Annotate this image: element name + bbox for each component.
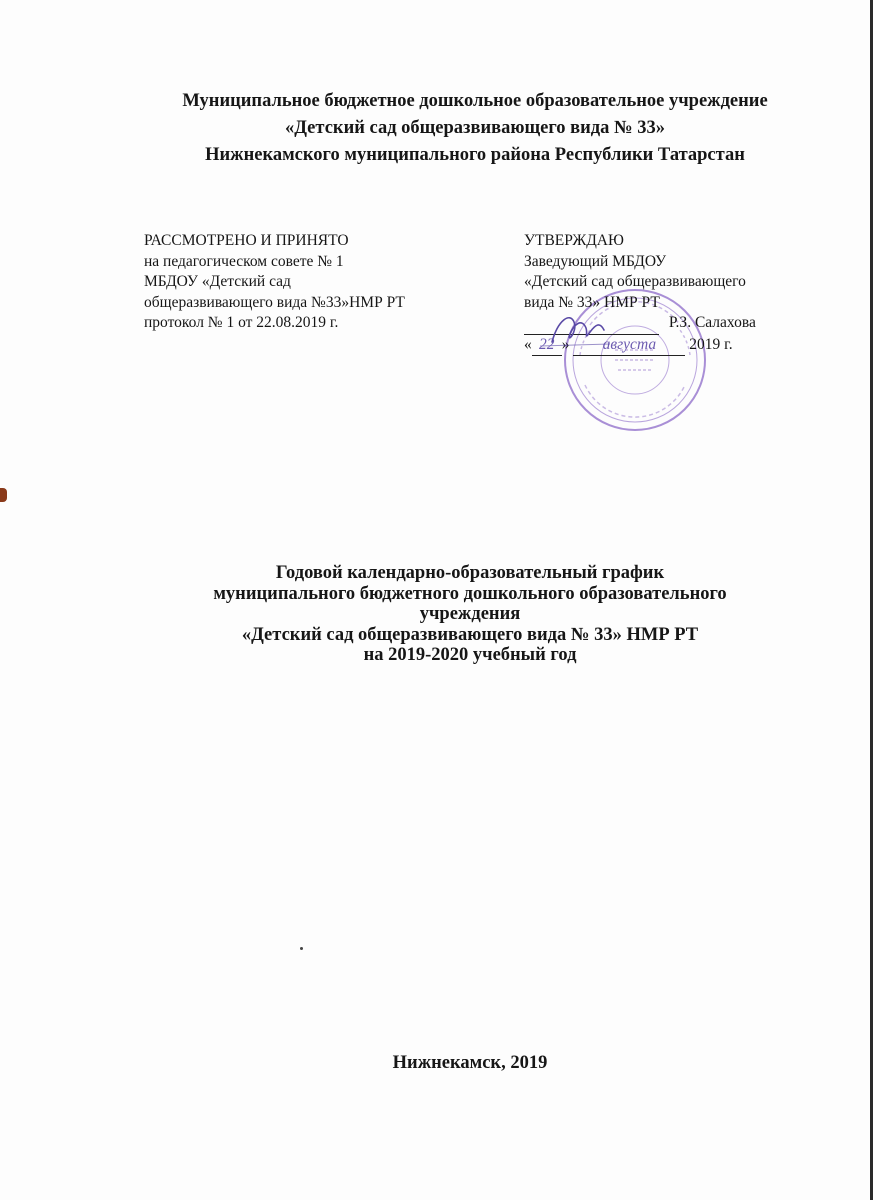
scan-mark	[0, 488, 7, 502]
considered-line-2: МБДОУ «Детский сад	[144, 273, 291, 290]
title-line-2: муниципального бюджетного дошкольного образовательного	[213, 583, 727, 604]
date-year: 2019 г.	[689, 335, 733, 353]
title-line-4: «Детский сад общеразвивающего вида № 33» НМР РТ	[241, 624, 699, 645]
date-month: августа	[573, 335, 685, 357]
considered-heading: РАССМОТРЕНО И ПРИНЯТО	[144, 232, 349, 249]
approved-heading: УТВЕРЖДАЮ	[524, 232, 624, 249]
header-line-2: «Детский сад общеразвивающего вида № 33»	[284, 118, 666, 138]
header-line-1: Муниципальное бюджетное дошкольное образовательное учреждение	[182, 91, 768, 111]
handwritten-signature	[530, 300, 690, 360]
document-title	[120, 563, 820, 666]
approved-line-3: вида № 33» НМР РТ	[524, 293, 660, 311]
scan-speck	[300, 947, 303, 950]
header-line-3: Нижнекамского муниципального района Республики Татарстан	[205, 145, 745, 165]
considered-line-1: на педагогическом совете № 1	[144, 252, 344, 270]
title-line-1: Годовой календарно-образовательный график	[275, 563, 665, 583]
date-close-quote: »	[561, 335, 570, 353]
signer-name: Р.З. Салахова	[668, 314, 756, 331]
considered-line-4: протокол № 1 от 22.08.2019 г.	[144, 314, 339, 331]
approved-line-2: «Детский сад общеразвивающего	[524, 273, 746, 290]
date-open-quote: «	[524, 335, 532, 353]
considered-block	[144, 231, 405, 334]
title-line-3: учреждения	[419, 604, 521, 624]
institution-header	[95, 88, 855, 169]
date-day: 22	[532, 335, 562, 357]
approved-line-1: Заведующий МБДОУ	[524, 252, 667, 270]
considered-line-3: общеразвивающего вида №33»НМР РТ	[144, 293, 405, 311]
footer-city-year: Нижнекамск, 2019	[392, 1053, 548, 1073]
title-line-5: на 2019-2020 учебный год	[363, 645, 577, 665]
